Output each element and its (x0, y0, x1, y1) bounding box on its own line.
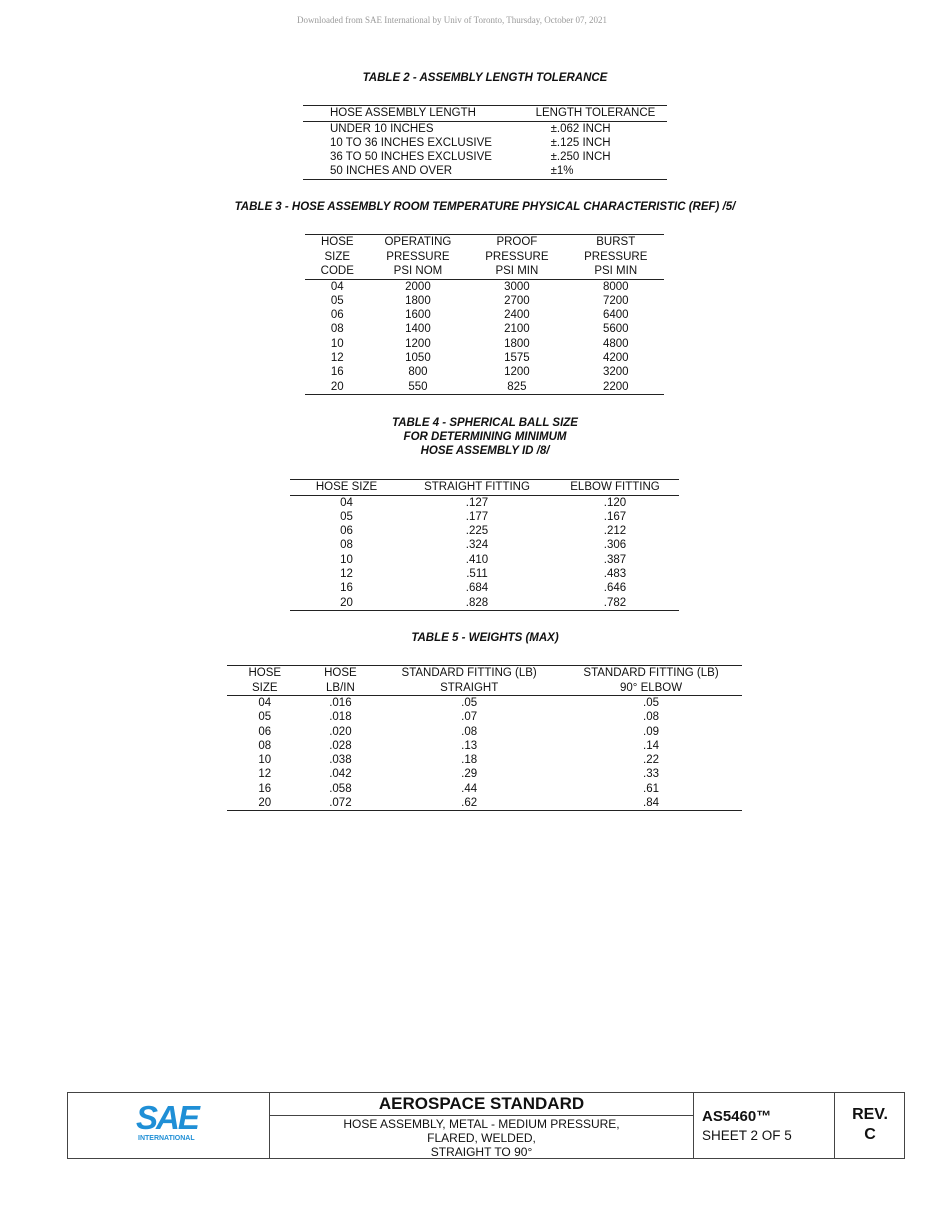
table2-assembly-length-tolerance (303, 105, 667, 180)
table-cell: .410 (465, 553, 489, 566)
table-cell: ±.250 INCH (550, 151, 611, 164)
document-number-cell (694, 1093, 835, 1158)
table-cell: 12 (340, 567, 353, 580)
logo-subtitle: INTERNATIONAL (138, 1135, 195, 1142)
table-cell: 2200 (602, 380, 629, 393)
table-cell: 06 (330, 309, 344, 322)
revision-cell (835, 1093, 905, 1158)
table-cell: .61 (643, 782, 660, 795)
table-cell: .08 (643, 711, 660, 724)
table-cell: 16 (340, 582, 353, 595)
table-row (305, 380, 664, 395)
document-description: HOSE ASSEMBLY, METAL - MEDIUM PRESSURE, FLARED, WELDED, STRAIGHT TO 90° (343, 1117, 620, 1159)
table-cell: 50 INCHES AND OVER (330, 165, 453, 178)
table-cell: UNDER 10 INCHES (330, 122, 434, 135)
table-cell: .020 (329, 725, 352, 738)
table-cell: .028 (329, 739, 352, 752)
table-cell: 1600 (405, 309, 431, 322)
table-cell: .22 (643, 754, 660, 767)
table5-header-fitting-elbow: STANDARD FITTING (LB) 90° ELBOW (583, 667, 719, 694)
table-cell: .07 (461, 711, 478, 724)
table-cell: .018 (329, 711, 352, 724)
table-cell: .167 (603, 510, 627, 523)
table4-header-elbow-fitting: ELBOW FITTING (570, 481, 660, 493)
table-cell: 550 (408, 380, 428, 393)
logo-wordmark: SAE (136, 1099, 198, 1136)
table-cell: 1575 (504, 351, 530, 364)
table-cell: 1050 (405, 351, 431, 364)
table-cell: 06 (258, 725, 272, 738)
table-cell: .483 (603, 567, 627, 580)
document-number: AS5460™ (702, 1108, 772, 1125)
table5-title: TABLE 5 - WEIGHTS (MAX) (411, 632, 559, 644)
table-cell: 2000 (405, 280, 431, 293)
table-cell: 1800 (504, 337, 530, 350)
table-row (305, 337, 664, 351)
table-cell: 10 (340, 553, 353, 566)
table-cell: 16 (258, 782, 272, 795)
table3-title: TABLE 3 - HOSE ASSEMBLY ROOM TEMPERATURE PHYSICAL CHARACTERISTIC (REF) /5/ (234, 201, 736, 213)
table5-header-fitting-straight: STANDARD FITTING (LB) STRAIGHT (401, 667, 537, 694)
table-row (227, 710, 742, 724)
table-row (305, 365, 664, 379)
table-cell: .177 (465, 510, 489, 523)
table-row (290, 510, 679, 524)
table-cell: 3000 (504, 280, 530, 293)
table-cell: 10 (330, 337, 344, 350)
table-cell: 12 (258, 768, 272, 781)
table-row (290, 524, 679, 538)
logo-cell (68, 1093, 270, 1158)
table-cell: 1400 (405, 323, 431, 336)
table-cell: .058 (329, 782, 352, 795)
table-cell: 05 (258, 711, 272, 724)
table-cell: .324 (465, 539, 489, 552)
table-cell: .225 (465, 525, 489, 538)
table-row (305, 351, 664, 365)
table-cell: .042 (329, 768, 352, 781)
table-row (227, 782, 742, 796)
standard-type: AEROSPACE STANDARD (270, 1093, 693, 1116)
table-row (290, 495, 679, 510)
table-row (303, 150, 667, 164)
table-row (227, 725, 742, 739)
table-cell: .127 (465, 496, 489, 509)
table-cell: 800 (408, 366, 428, 379)
table-cell: 20 (330, 380, 344, 393)
table-row (305, 322, 664, 336)
table-cell: .828 (465, 596, 489, 609)
table-cell: .14 (643, 739, 660, 752)
table-row (303, 136, 667, 150)
table-cell: 16 (330, 366, 344, 379)
table-row (290, 538, 679, 552)
table-cell: 20 (340, 596, 353, 609)
table-cell: .05 (461, 697, 478, 709)
table-cell: 2100 (504, 323, 530, 336)
table3-header-hose-size-code: HOSE SIZE CODE (320, 236, 354, 277)
table-cell: 4800 (602, 337, 629, 350)
table-row (227, 796, 742, 811)
table4-spherical-ball-size (290, 479, 679, 611)
table-cell: 10 TO 36 INCHES EXCLUSIVE (330, 136, 492, 149)
table-cell: .782 (603, 596, 627, 609)
table-cell: .18 (461, 754, 478, 767)
table-cell: .016 (329, 697, 352, 709)
table-row (227, 753, 742, 767)
table3-header-proof-pressure: PROOF PRESSURE PSI MIN (485, 236, 549, 277)
table-cell: 3200 (602, 366, 629, 379)
table-cell: .120 (603, 496, 627, 509)
table-cell: 1200 (504, 366, 530, 379)
revision-value: C (864, 1126, 876, 1143)
table-cell: ±.062 INCH (550, 122, 611, 135)
table-cell: 08 (330, 323, 344, 336)
table-cell: 04 (330, 280, 344, 293)
table3-header-operating-pressure: OPERATING PRESSURE PSI NOM (384, 236, 452, 277)
table-cell: .684 (465, 582, 489, 595)
table-cell: 04 (340, 496, 353, 509)
table-row (290, 581, 679, 595)
table-cell: 36 TO 50 INCHES EXCLUSIVE (330, 151, 492, 164)
table-cell: 5600 (602, 323, 629, 336)
table5-header-hose-lb-in: HOSE LB/IN (324, 667, 357, 694)
table-row (303, 164, 667, 179)
table-cell: 4200 (602, 351, 629, 364)
table-cell: 2400 (504, 309, 530, 322)
table-row (290, 553, 679, 567)
table-cell: .09 (643, 725, 660, 738)
table-cell: 6400 (602, 309, 629, 322)
table2-header-length: HOSE ASSEMBLY LENGTH (330, 107, 476, 119)
table2-title: TABLE 2 - ASSEMBLY LENGTH TOLERANCE (362, 72, 608, 84)
table-cell: .212 (603, 525, 627, 538)
table-cell: .44 (461, 782, 478, 795)
table-cell: ±1% (550, 165, 574, 178)
table-cell: .511 (466, 567, 488, 580)
table-row (303, 121, 667, 136)
table-cell: .13 (461, 739, 478, 752)
table-row (227, 739, 742, 753)
table3-physical-characteristic (305, 234, 664, 395)
table-cell: 2700 (504, 294, 530, 307)
table-cell: 12 (330, 351, 344, 364)
table-cell: 825 (507, 380, 527, 393)
table-cell: 05 (330, 294, 344, 307)
table-cell: 8000 (602, 280, 629, 293)
table5-header-hose-size: HOSE SIZE (248, 667, 282, 694)
table-cell: .08 (461, 725, 478, 738)
table-cell: .29 (461, 768, 478, 781)
sae-logo-icon (136, 1099, 206, 1143)
table-cell: .072 (329, 797, 352, 810)
table-cell: ±.125 INCH (550, 136, 611, 149)
table-row (305, 294, 664, 308)
title-block (67, 1092, 905, 1159)
table-row (290, 567, 679, 581)
table-row (227, 767, 742, 781)
table-cell: .62 (461, 797, 478, 810)
table-cell: .038 (329, 754, 352, 767)
download-watermark: Downloaded from SAE International by Univ of Toronto, Thursday, October 07, 2021 (297, 15, 607, 25)
table4-header-hose-size: HOSE SIZE (315, 481, 378, 493)
table-cell: .33 (643, 768, 660, 781)
title-cell (270, 1093, 694, 1158)
table-cell: 05 (340, 510, 353, 523)
table-cell: 08 (258, 739, 272, 752)
table-row (227, 696, 742, 711)
table-cell: 20 (258, 797, 272, 810)
table-cell: 08 (340, 539, 353, 552)
table-cell: 1200 (405, 337, 431, 350)
table5-weights (227, 665, 742, 811)
table-cell: .646 (603, 582, 627, 595)
table4-title: TABLE 4 - SPHERICAL BALL SIZE FOR DETERMINING MINIMUM HOSE ASSEMBLY ID /8/ (392, 417, 578, 457)
table4-header-straight-fitting: STRAIGHT FITTING (424, 481, 530, 493)
table-cell: 06 (340, 525, 353, 538)
sheet-number: SHEET 2 OF 5 (702, 1128, 792, 1143)
table-row (305, 279, 664, 294)
table-cell: 10 (258, 754, 272, 767)
table-cell: 1800 (405, 294, 431, 307)
table2-header-tolerance: LENGTH TOLERANCE (535, 107, 656, 119)
table-cell: 7200 (602, 294, 629, 307)
table-cell: .05 (643, 697, 660, 709)
table-row (290, 596, 679, 611)
table-row (305, 308, 664, 322)
table-cell: 04 (258, 697, 272, 709)
revision-label: REV. (852, 1106, 888, 1123)
table-cell: .84 (643, 797, 660, 810)
table-cell: .387 (603, 553, 627, 566)
table-cell: .306 (603, 539, 627, 552)
table3-header-burst-pressure: BURST PRESSURE PSI MIN (584, 236, 648, 277)
